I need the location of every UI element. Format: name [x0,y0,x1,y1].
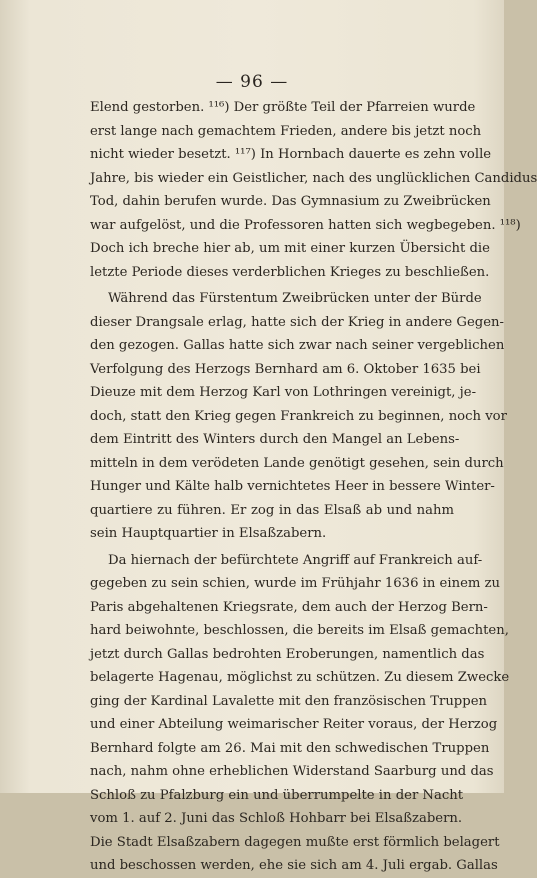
body-text [90,96,537,878]
text-line: ging der Kardinal Lavalette mit den französischen Truppen [90,693,487,709]
text-line: dieser Drangsale erlag, hatte sich der Krieg in andere Gegen- [90,314,504,330]
text-line: jetzt durch Gallas bedrohten Eroberungen, namentlich das [90,646,485,662]
text-line: gegeben zu sein schien, wurde im Frühjahr 1636 in einem zu [90,576,501,591]
text-line: den gezogen. Gallas hatte sich zwar nach seiner vergeblichen [90,338,505,353]
text-line: sein Hauptquartier in Elsaßzabern. [90,526,327,541]
text-line: und einer Abteilung weimarischer Reiter voraus, der Herzog [90,717,498,732]
page-number: — 96 — [215,72,289,92]
text-line: nicht wieder besetzt. ¹¹⁷) In Hornbach dauerte es zehn volle [90,147,492,162]
text-line: Bernhard folgte am 26. Mai mit den schwedischen Truppen [90,740,490,756]
text-line: und beschossen werden, ehe sie sich am 4. Juli ergab. Gallas [90,858,498,873]
text-line: mitteln in dem verödeten Lande genötigt gesehen, sein durch [90,455,504,471]
text-line: Verfolgung des Herzogs Bernhard am 6. Oktober 1635 bei [90,361,481,377]
text-line: vom 1. auf 2. Juni das Schloß Hohbarr bei Elsaßzabern. [90,811,463,826]
text-line: Hunger und Kälte halb vernichtetes Heer in bessere Winter- [90,479,495,494]
text-line: Dieuze mit dem Herzog Karl von Lothringen vereinigt, je- [90,385,477,400]
text-line: nach, nahm ohne erheblichen Widerstand Saarburg und das [90,764,494,779]
text-line: belagerte Hagenau, möglichst zu schützen. Zu diesem Zwecke [90,670,510,685]
paragraph [90,96,537,284]
text-line: hard beiwohnte, beschlossen, die bereits im Elsaß gemachten, [90,623,509,638]
paragraph [90,549,510,878]
text-line: dem Eintritt des Winters durch den Mangel an Lebens- [90,432,460,447]
text-line: doch, statt den Krieg gegen Frankreich zu beginnen, noch vor [90,408,507,424]
text-line: Paris abgehaltenen Kriegsrate, dem auch der Herzog Bern- [90,599,488,615]
text-line: war aufgelöst, und die Professoren hatten sich wegbegeben. ¹¹⁸) [90,217,521,233]
text-line: quartiere zu führen. Er zog in das Elsaß ab und nahm [90,502,454,518]
text-line: Die Stadt Elsaßzabern dagegen mußte erst förmlich belagert [90,834,500,850]
text-line: Elend gestorben. ¹¹⁶) Der größte Teil der Pfarreien wurde [90,100,476,115]
text-line: Doch ich breche hier ab, um mit einer kurzen Übersicht die [90,241,490,256]
text-line: Jahre, bis wieder ein Geistlicher, nach des unglücklichen Candidus [90,170,537,186]
text-line: Da hiernach der befürchtete Angriff auf Frankreich auf- [108,552,483,568]
text-line: Schloß zu Pfalzburg ein und überrumpelte in der Nacht [90,787,464,803]
text-line: letzte Periode dieses verderblichen Krieges zu beschließen. [90,264,490,280]
paragraph [90,287,507,546]
text-line: Tod, dahin berufen wurde. Das Gymnasium zu Zweibrücken [90,194,491,209]
text-line: erst lange nach gemachtem Frieden, andere bis jetzt noch [90,123,482,139]
text-line: Während das Fürstentum Zweibrücken unter der Bürde [108,291,482,306]
